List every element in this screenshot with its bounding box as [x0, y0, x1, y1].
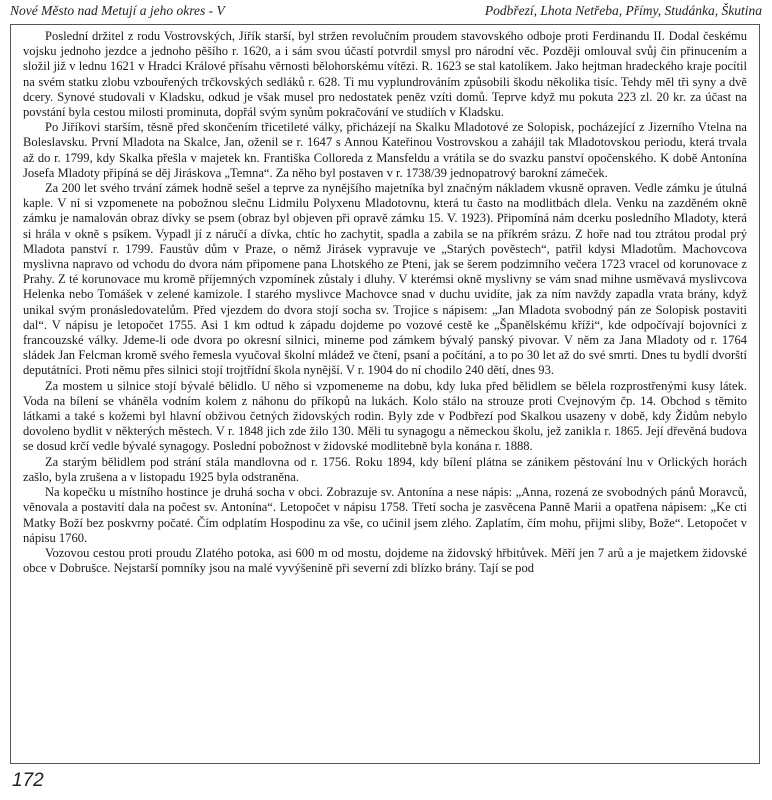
paragraph: Za mostem u silnice stojí bývalé bělidlo. U něho si vzpomeneme na dobu, kdy luka před bělidlem se bělela rozprostřenými kusy látek. Voda na bílení se vháněla vodním kolem z náhonu do příkopů na lukách. Kolo stálo na strouze proti Cvejnovým čp. 14. Obchod s těmito látkami a také s kožemi byl hlavní obživou četných židovských rodin. Byly zde v Podbřezí pod Skalkou usazeny v době, kdy Židům nebylo dovoleno bydlit v některých městech. V r. 1848 jich zde žilo 130. Měli tu synagogu a německou školu, jež zanikla r. 1865. Její dřevěná budova se dosud krčí vedle bývalé synagogy. Poslední pobožnost v židovské modlitebně byla konána r. 1888. — [23, 378, 747, 454]
running-header-right: Podbřezí, Lhota Netřeba, Přímy, Studánka, Škutina — [484, 3, 762, 18]
paragraph: Za 200 let svého trvání zámek hodně sešel a teprve za nynějšího majetníka byl značným nákladem vkusně opraven. Vedle zámku je útulná kaple. V ní si vzpomenete na pobožnou slečnu Lidmilu Polyxenu Mladotovnu, která tu často na modlitbách dlela. Venku na zazděném okně zámku je namalován obraz dívky se psem (obraz byl objeven při opravě zámku 15. V. 1923). Připomíná nám dcerku posledního Mladoty, která si hrála v okně s psíkem. Vypadl jí z náručí a dívka, chtíc ho zachytit, spadla a zabila se na příkrém srázu. Z hoře nad tou ztrátou prodal prý Mladota panství r. 1799. Faustův dům v Praze, o němž Jirásek vypravuje ve „Starých pověstech“, patřil kdysi Mladotům. Machovcova myslivna napravo od vchodu do dvora nám připomene pana Lhotského ze Pteni, jak se šerem podzimního večera 1723 vracel od korunovace z Prahy. Z té korunovace mu kromě příjemných vzpomínek zůstaly i dluhy. V kterémsi okně myslivny se vám snad mihne usměvavá myslivcova Helenka nebo Tomášek v zelené kamizole. I starého myslivce Machovce snad v duchu uvidíte, jak za ním navždy zapadla vrata brány, když unikal svým pronásledovatelům. Před vjezdem do dvora stojí socha sv. Trojice s nápisem: „Jan Mladota svobodný pán ze Solopisk postaviti dal“. V nápisu je letopočet 1755. Asi 1 km odtud k západu dojdeme po vozové cestě ke „Španělskému kříži“, kde odpočívají bojovníci z francouzské války. Jdeme-li ode dvora po okresní silnici, mineme pod zámkem bývalý panský pivovar. V něm za Jana Mladoty od r. 1764 sládek Jan Felcman kromě svého řemesla vyučoval školní mládež ve čtení, psaní a počítání, a to po 30 let až do své smrti. Dnes tu bydlí dvorští deputátníci. Proti němu přes silnici stojí trojtřídní škola nynější. V r. 1904 do ní chodilo 240 dětí, dnes 93. — [23, 181, 747, 378]
body-text — [13, 29, 757, 760]
paragraph: Za starým bělidlem pod strání stála mandlovna od r. 1756. Roku 1894, kdy bílení plátna se zánikem pěstování lnu v Orlických horách zašlo, byla zrušena a v listopadu 1925 byla odstraněna. — [23, 454, 747, 484]
running-header — [10, 3, 762, 19]
paragraph: Na kopečku u místního hostince je druhá socha v obci. Zobrazuje sv. Antonína a nese nápis: „Anna, rozená ze svobodných pánů Moravců, věnovala a postavití dala na počest sv. Antonína“. Letopočet v nápisu 1758. Třetí socha je zasvěcena Panně Marii a opatřena nápisem: „Ke cti Matky Boží bez poskvrny počaté. Čím odplatím Hospodinu za vše, co učinil jsem zlého. Zaplatím, čím mohu, přijmi sliby, Bože“. Letopočet v nápisu 1760. — [23, 485, 747, 545]
paragraph: Vozovou cestou proti proudu Zlatého potoka, asi 600 m od mostu, dojdeme na židovský hřbitůvek. Měří jen 7 arů a je majetkem židovské obce v Dobrušce. Nejstarší pomníky jsou na malé vyvýšenině při severní zdi blízko brány. Tají se pod — [23, 545, 747, 576]
running-header-left: Nové Město nad Metují a jeho okres - V — [10, 3, 225, 18]
paragraph: Poslední držitel z rodu Vostrovských, Jiřík starší, byl stržen revolučním proudem stavovského odboje proti Ferdinandu II. Dodal českému vojsku jednoho jezdce a jednoho pěšího r. 1620, a i sám svou účastí potvrdil smysl pro národní věc. Později omlouval svůj čin přinucením a složil již v lednu 1621 v Hradci Králové přísahu věrnosti bělohorskému vítězi. R. 1623 se stal katolíkem. Jako hejtman hradeckého kraje pocítil na svém statku zlobu vzbouřených trčkovských sedláků r. 628. Ti mu vyplundrováním způsobili škodu několika tisíc. Tehdy měl tři syny a dvě dcery. Synové studovali v Kladsku, odkud je však musel pro nedostatek peněz vzíti domů. Teprve když mu pokuta 223 zl. 20 kr. za účast na povstání byla cestou milosti prominuta, dopřál svým synům pokračování ve studiích v Kladsku. — [23, 29, 747, 120]
paragraph: Po Jiříkovi starším, těsně před skončením třicetileté války, přicházejí na Skalku Mladotové ze Solopisk, pocházející z Jizerního Vtelna na Boleslavsku. První Mladota na Skalce, Jan, oženil se r. 1647 s Annou Kateřinou Vostrovskou a zahájil tak Mladotovskou periodu, která trvala až do r. 1799, kdy Skalka přešla v majetek kn. Františka Colloreda z Mansfeldu a vrátila se do svazku panství opočenského. K době Antonína Josefa Mladoty připíná se děj Jiráskova „Temna“. Za něho byl postaven v r. 1738/39 jednopatrový barokní zámeček. — [23, 120, 747, 180]
page-number: 172 — [12, 770, 44, 791]
